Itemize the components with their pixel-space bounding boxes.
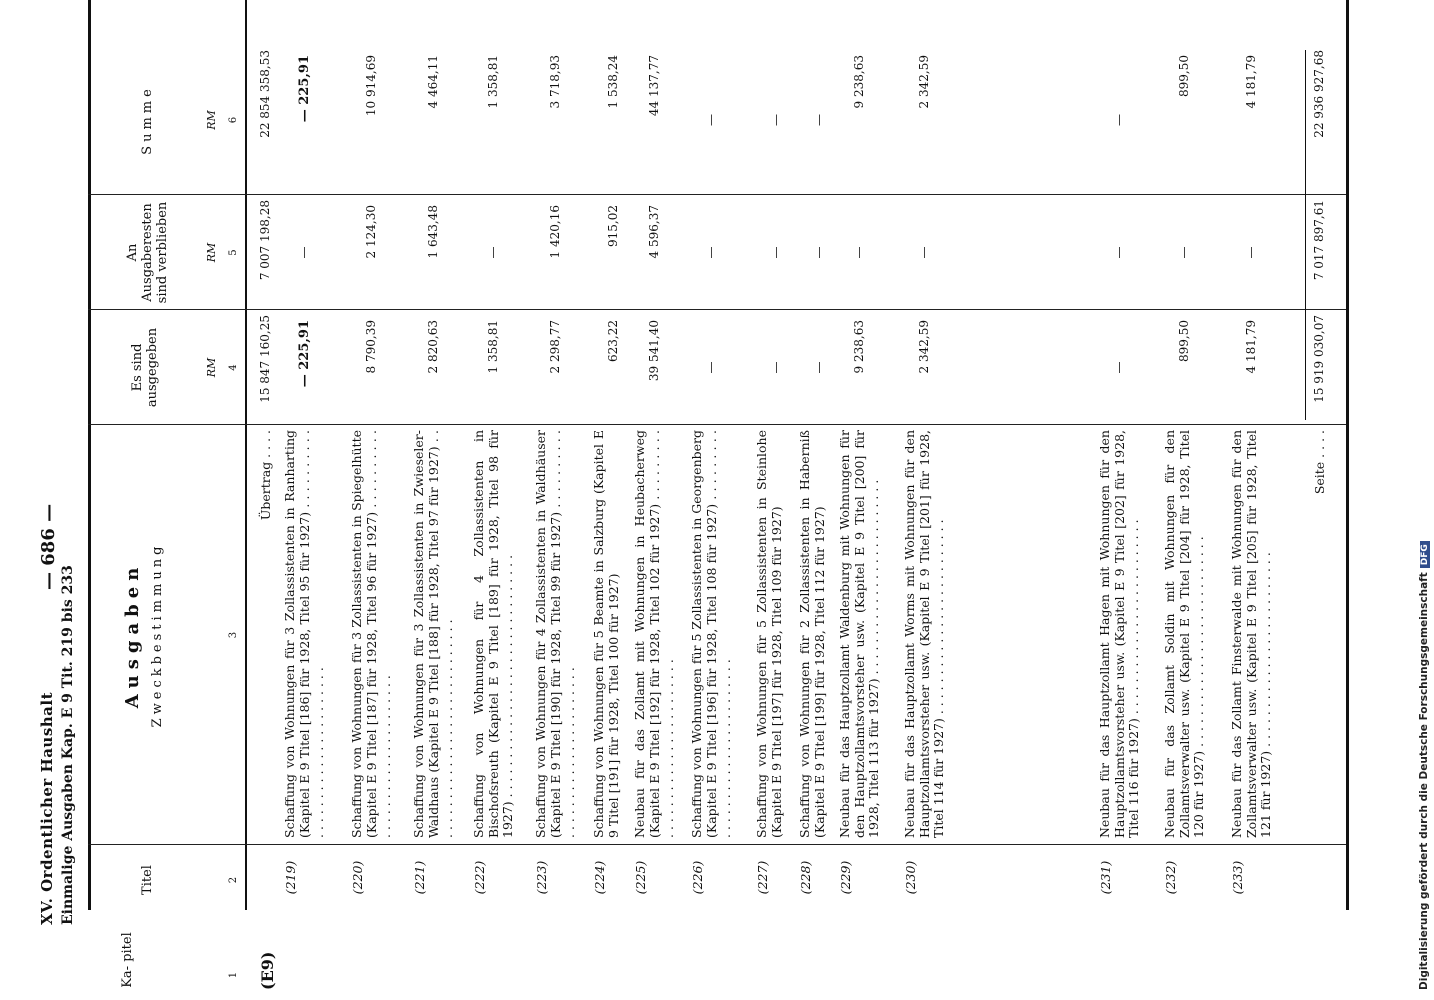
row-titel: (223) — [534, 860, 549, 895]
seite-summe: 22 936 927,68 — [1312, 50, 1326, 138]
row-ausgegeben: 4 181,79 — [1244, 320, 1258, 374]
row-reste: 2 124,30 — [364, 205, 378, 259]
col-num-1: 1 — [228, 971, 239, 979]
seite-ausgegeben: 15 919 030,07 — [1312, 315, 1326, 403]
uebertrag-label: Übertrag . . . . — [258, 430, 273, 521]
digitization-note — [1418, 541, 1430, 990]
row-reste: 915,02 — [606, 205, 620, 247]
col-sep-1 — [88, 844, 1346, 845]
row-titel: (233) — [1230, 860, 1245, 895]
row-summe: 4 181,79 — [1244, 55, 1258, 109]
row-ausgegeben: 8 790,39 — [364, 320, 378, 374]
row-titel: (220) — [350, 860, 365, 895]
col-num-6: 6 — [228, 116, 239, 124]
row-titel: (219) — [283, 860, 298, 895]
row-reste: — — [704, 246, 718, 259]
row-titel: (230) — [903, 860, 918, 895]
row-summe: 4 464,11 — [426, 55, 440, 109]
row-text: Neubau für das Zollamt Soldin mit Wohnungen für den Zollamtsverwalter usw. (Kapitel E 9 Titel [204] für 1928, Titel 120 für 1927) . . . . . . . . . . . . . . . . . . . . . . . . . . . — [1162, 430, 1206, 838]
col-head-summe: Summe — [140, 85, 155, 155]
header-line1: XV. Ordentlicher Haushalt — [38, 691, 56, 925]
seite-reste: 7 017 897,61 — [1312, 200, 1326, 281]
row-ausgegeben: 899,50 — [1177, 320, 1191, 362]
row-titel: (222) — [472, 860, 487, 895]
row-text: Neubau für das Hauptzollamt Hagen mit Wohnungen für den Hauptzollamtsvorsteher usw. (Kapitel E 9 Titel [202] für 1928, Titel 116 für 1927) . . . . . . . . . . . . . . . . . . . . . . . . . — [1097, 430, 1141, 838]
row-ausgegeben: 2 298,77 — [548, 320, 562, 374]
header-bottom-rule — [245, 0, 247, 910]
row-text: Neubau für das Hauptzollamt Waldenburg mit Wohnungen für den Hauptzollamtsvorsteher usw. (Kapitel E 9 Titel [200] für 1928, Titel 113 für 1927) . . . . . . . . . . . . . . . . . . . . . . . . . — [837, 430, 881, 838]
row-titel: (232) — [1163, 860, 1178, 895]
table-bottom-rule — [1346, 0, 1349, 910]
col-num-4: 4 — [228, 364, 239, 371]
col-sep-4 — [88, 194, 1346, 195]
col-head-ausgaben: Ausgaben — [122, 561, 143, 709]
row-ausgegeben: — 225,91 — [297, 320, 312, 388]
row-reste: 1 420,16 — [548, 205, 562, 259]
col-head-zweck: Zweckbestimmung — [150, 542, 165, 728]
row-titel: (231) — [1098, 860, 1113, 895]
col-head-titel: Titel — [140, 865, 155, 895]
kapitel-mark: (E9) — [258, 951, 277, 990]
row-titel: (229) — [838, 860, 853, 895]
row-summe: — — [1112, 114, 1126, 126]
row-reste: — — [812, 246, 826, 259]
row-summe: 2 342,59 — [917, 55, 931, 109]
row-titel: (226) — [690, 860, 705, 895]
col-num-5: 5 — [228, 249, 239, 256]
row-summe: — 225,91 — [297, 55, 312, 123]
row-reste: — — [852, 246, 866, 259]
row-reste: 4 596,37 — [647, 205, 661, 259]
col-head-kapitel: Ka- pitel — [120, 932, 135, 988]
row-text: Schaffung von Wohnungen für 5 Zollassistenten in Steinlohe (Kapitel E 9 Titel [197] für 1928, Titel 109 für 1927) — [754, 430, 784, 838]
row-reste: 1 643,48 — [426, 205, 440, 259]
row-summe: 3 718,93 — [548, 55, 562, 109]
row-titel: (221) — [412, 860, 427, 895]
row-titel: (225) — [633, 860, 648, 895]
row-text: Schaffung von Wohnungen für 3 Zollassistenten in Ranharting (Kapitel E 9 Titel [186] für 1928, Titel 95 für 1927) . . . . . . . . . . . . . . . . . . . . . . . . . . . . . . . . — [282, 430, 326, 838]
row-text: Schaffung von Wohnungen für 5 Zollassistenten in Georgenberg (Kapitel E 9 Titel [196] für 1928, Titel 108 für 1927) . . . . . . . . . . . . . . . . . . . . . . . . . . . . . . . . — [689, 430, 733, 838]
col-num-3: 3 — [228, 631, 239, 639]
totals-rule — [1305, 50, 1306, 420]
row-text: Schaffung von Wohnungen für 5 Beamte in Salzburg (Kapitel E 9 Titel [191] für 1928, Titel 100 für 1927) — [591, 430, 621, 838]
col-head-ausgegeben: Es sind ausgegeben — [130, 327, 160, 408]
row-summe: 44 137,77 — [647, 55, 661, 117]
row-ausgegeben: 9 238,63 — [852, 320, 866, 374]
col-sep-2 — [88, 424, 1346, 425]
row-ausgegeben: — — [812, 361, 826, 374]
header-line2: Einmalige Ausgaben Kap. E 9 Tit. 219 bis 233 — [60, 565, 76, 925]
row-summe: 1 538,24 — [606, 55, 620, 109]
row-text: Neubau für das Zollamt Finsterwalde mit Wohnungen für den Zollamtsverwalter usw. (Kapitel E 9 Titel [205] für 1928, Titel 121 für 1927) . . . . . . . . . . . . . . . . . . . . . . . . . — [1229, 430, 1273, 838]
col-head-reste: An Ausgaberesten sind verblieben — [125, 201, 170, 304]
row-summe: 10 914,69 — [364, 55, 378, 117]
row-ausgegeben: 2 342,59 — [917, 320, 931, 374]
row-summe: 899,50 — [1177, 55, 1191, 97]
row-reste: — — [1177, 246, 1191, 259]
page-number: — 686 — — [38, 503, 59, 590]
row-titel: (228) — [798, 860, 813, 895]
row-reste: — — [1244, 246, 1258, 259]
dfg-badge: DFG — [1420, 541, 1430, 568]
row-ausgegeben: — — [704, 361, 718, 374]
row-reste: — — [1112, 246, 1126, 259]
row-text: Schaffung von Wohnungen für 2 Zollassistenten in Haberniß (Kapitel E 9 Titel [199] für 1928, Titel 112 für 1927) — [797, 430, 827, 838]
uebertrag-summe: 22 854 358,53 — [258, 50, 272, 138]
row-summe: — — [704, 114, 718, 126]
table-top-rule — [88, 0, 91, 910]
row-titel: (224) — [592, 860, 607, 895]
uebertrag-reste: 7 007 198,28 — [258, 200, 272, 281]
row-reste: — — [297, 246, 311, 259]
row-text: Neubau für das Hauptzollamt Worms mit Wohnungen für den Hauptzollamtsvorsteher usw. (Kapitel E 9 Titel [201] für 1928, Titel 114 für 1927) . . . . . . . . . . . . . . . . . . . . . . . . . — [902, 430, 946, 838]
col-num-2: 2 — [228, 876, 239, 884]
row-ausgegeben: — — [769, 361, 783, 374]
row-text: Schaffung von Wohnungen für 3 Zollassistenten in Zwieseler-Waldhaus (Kapitel E 9 Titel [188] für 1928, Titel 97 für 1927) . . . . . . . . . . . . . . . . . . . . . . . . . . . . . . — [411, 430, 455, 838]
seite-label: Seite . . . . — [1312, 430, 1327, 495]
row-ausgegeben: — — [1112, 361, 1126, 374]
row-text: Schaffung von Wohnungen für 4 Zollassistenten in Waldhäuser (Kapitel E 9 Titel [190] für 1928, Titel 99 für 1927) . . . . . . . . . . . . . . . . . . . . . . . . . . . . . . . . — [533, 430, 577, 838]
unit-6: RM — [205, 110, 218, 130]
row-ausgegeben: 39 541,40 — [647, 320, 661, 382]
unit-5: RM — [205, 242, 218, 263]
col-sep-3 — [88, 309, 1346, 310]
row-summe: — — [769, 114, 783, 126]
uebertrag-ausgegeben: 15 847 160,25 — [258, 315, 272, 403]
row-summe: 1 358,81 — [486, 55, 500, 109]
row-titel: (227) — [755, 860, 770, 895]
row-reste: — — [917, 246, 931, 259]
row-reste: — — [769, 246, 783, 259]
row-ausgegeben: 2 820,63 — [426, 320, 440, 374]
row-reste: — — [486, 246, 500, 259]
row-text: Schaffung von Wohnungen für 3 Zollassistenten in Spiegelhütte (Kapitel E 9 Titel [187] für 1928, Titel 96 für 1927) . . . . . . . . . . . . . . . . . . . . . . . . . . . . . . . — [349, 430, 393, 838]
row-summe: 9 238,63 — [852, 55, 866, 109]
row-ausgegeben: 623,22 — [606, 320, 620, 362]
row-summe: — — [812, 114, 826, 126]
digitization-text: Digitalisierung gefördert durch die Deutsche Forschungsgemeinschaft — [1418, 572, 1430, 990]
row-text: Neubau für das Zollamt mit Wohnungen in Heubacherweg (Kapitel E 9 Titel [192] für 1928, Titel 102 für 1927) . . . . . . . . . . . . . . . . . . . . . . . . . . . . . . . . — [632, 430, 676, 838]
row-text: Schaffung von Wohnungen für 4 Zollassistenten in Bischofsreuth (Kapitel E 9 Titel [189] für 1928, Titel 98 für 1927) . . . . . . . . . . . . . . . . . . . . . . . . . . . . . . . — [471, 430, 515, 838]
unit-4: RM — [205, 357, 218, 378]
row-ausgegeben: 1 358,81 — [486, 320, 500, 374]
